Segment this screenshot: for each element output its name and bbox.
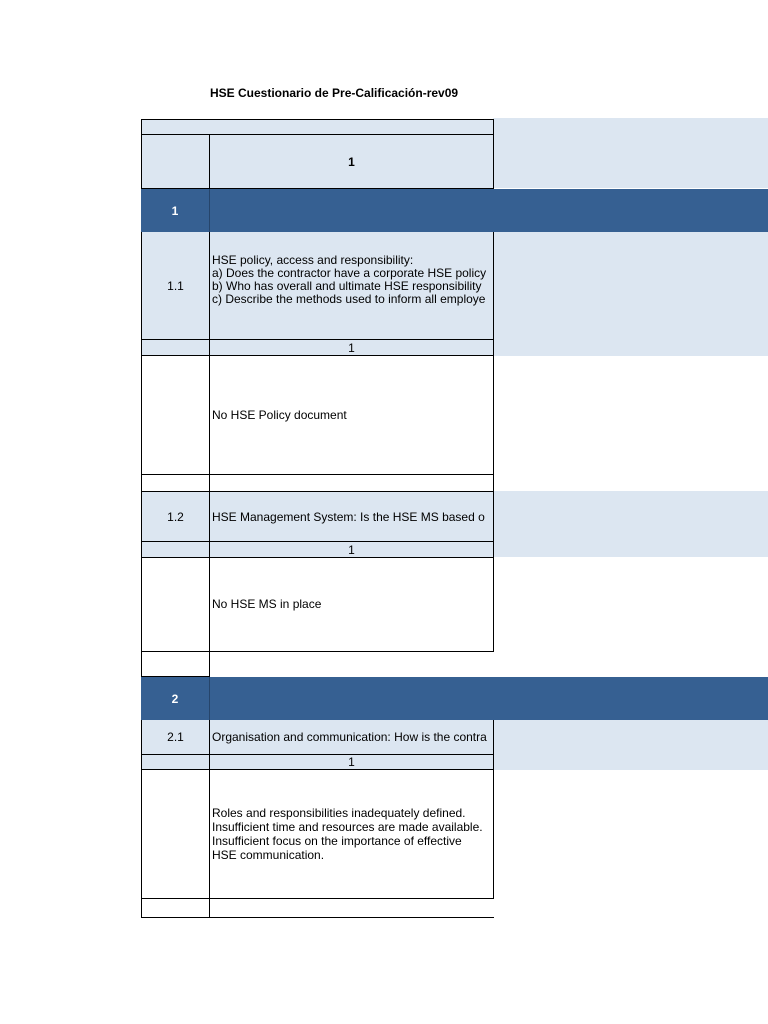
question-line: a) Does the contractor have a corporate HSE policy bbox=[212, 266, 487, 280]
spacer-row-line bbox=[209, 651, 494, 652]
answer-number-cell-1-1 bbox=[141, 355, 210, 475]
question-number-2-1: 2.1 bbox=[141, 720, 210, 755]
spacer-row-cell bbox=[141, 474, 210, 492]
question-text-1-1 bbox=[209, 232, 494, 340]
section-bar-1 bbox=[141, 189, 768, 232]
header-number-cell bbox=[141, 134, 210, 189]
answer-number-cell-1-2 bbox=[141, 557, 210, 652]
score-number-cell-1-1 bbox=[141, 339, 210, 356]
section-divider-2 bbox=[209, 677, 210, 720]
header-col-label: 1 bbox=[209, 134, 494, 189]
score-number-cell-1-2 bbox=[141, 541, 210, 558]
section-number-1: 1 bbox=[171, 203, 179, 218]
spacer-row-cell bbox=[209, 474, 494, 492]
question-number-1-2: 1.2 bbox=[141, 491, 210, 542]
page-title: HSE Cuestionario de Pre-Calificación-rev09 bbox=[210, 86, 459, 100]
question-number-1-1: 1.1 bbox=[141, 232, 210, 340]
score-label-1-1: 1 bbox=[209, 339, 494, 356]
spacer-row-cell bbox=[141, 898, 210, 918]
question-line: b) Who has overall and ultimate HSE responsibility bbox=[212, 279, 482, 293]
section-divider-1 bbox=[209, 189, 210, 232]
score-label-2-1: 1 bbox=[209, 754, 494, 770]
section-bar-2 bbox=[141, 677, 768, 720]
question-text-1-2: HSE Management System: Is the HSE MS based o bbox=[209, 491, 494, 542]
answer-paragraph: Roles and responsibilities inadequately defined. Insufficient time and resources are made available. Insufficient focus on the importance of effective HSE communication. bbox=[212, 805, 483, 862]
answer-number-cell-2-1 bbox=[141, 769, 210, 899]
spacer-row-cell bbox=[141, 651, 210, 677]
question-line: c) Describe the methods used to inform all employe bbox=[212, 292, 486, 306]
score-label-1-2: 1 bbox=[209, 541, 494, 558]
question-line: HSE policy, access and responsibility: bbox=[212, 253, 414, 267]
answer-text-1-2: No HSE MS in place bbox=[209, 557, 494, 652]
section-number-2: 2 bbox=[171, 691, 179, 706]
header-band bbox=[493, 118, 768, 188]
spacer-row-cell bbox=[209, 898, 494, 918]
answer-text-1-1: No HSE Policy document bbox=[209, 355, 494, 475]
answer-text-2-1 bbox=[209, 769, 494, 899]
question-text-2-1: Organisation and communication: How is the contra bbox=[209, 720, 494, 755]
score-number-cell-2-1 bbox=[141, 754, 210, 770]
header-top-row bbox=[141, 119, 494, 135]
